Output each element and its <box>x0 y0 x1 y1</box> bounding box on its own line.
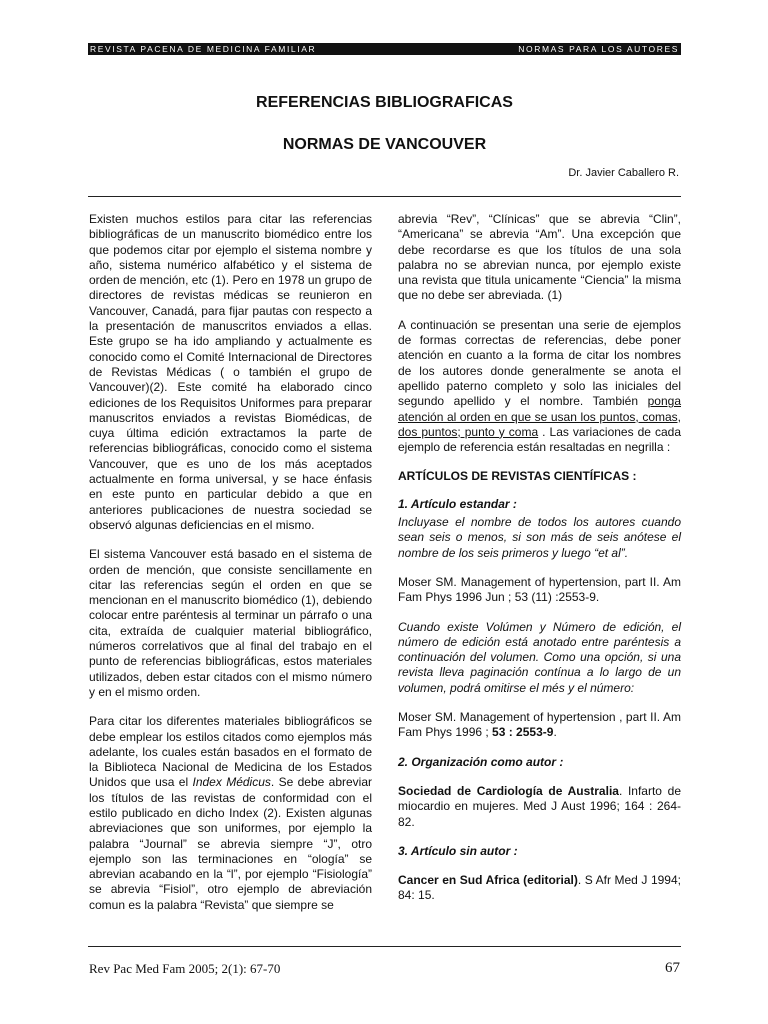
right-column <box>398 212 681 918</box>
example-note: Cuando existe Volúmen y Número de edición, el número de edición está anotado entre paréntesis a continuación del volumen. Como una opción, si una revista lleva paginación contínua a lo largo de un volumen, podrá omitirse el més y el número: <box>398 619 681 695</box>
paragraph: El sistema Vancouver está basado en el sistema de orden de mención, que consiste sencillamente en citar las referencias según el orden en que se mencionan en el manuscrito biomédico (1), debiendo colocar entre paréntesis al terminar un párrafo o una cita, extraída de cualquier material bibliográfico, números correlativos que al final del trabajo en el punto de referencias bibliográficas, estos materiales utilizados, deben estar citados con el mismo número y en el mismo orden. <box>89 547 372 699</box>
page-number: 67 <box>665 960 680 976</box>
running-header-bar <box>88 43 681 55</box>
index-medicus-term: Index Médicus <box>192 775 271 790</box>
example-title: 2. Organización como autor : <box>398 754 564 769</box>
reference-example: Moser SM. Management of hypertension, part II. Am Fam Phys 1996 Jun ; 53 (11) :2553-9. <box>398 574 681 605</box>
reference-example: Sociedad de Cardiología de Australia. Infarto de miocardio en mujeres. Med J Aust 1996; 164 : 264-82. <box>398 783 681 829</box>
section-name: NORMAS PARA LOS AUTORES <box>518 44 679 54</box>
reference-example: Cancer en Sud Africa (editorial). S Afr Med J 1994; 84: 15. <box>398 873 681 903</box>
header-divider <box>88 196 681 197</box>
reference-example: Moser SM. Management of hypertension , part II. Am Fam Phys 1996 ; 53 : 2553-9. <box>398 710 681 740</box>
paragraph: Existen muchos estilos para citar las referencias bibliográficas de un manuscrito biomédico entre los que podemos citar por ejemplo el sistema nombre y año, sistema numérico alfabético y el sistema de orden de mención, etc (1). Pero en 1978 un grupo de directores de revistas médicas se reunieron en Vancouver, Canadá, para fijar pautas con respecto a la presentación de manuscritos enviados a ellas. Este grupo se ha ido ampliando y actualmente es conocido como el Comité Internacional de Directores de Revistas Médicas ( o también el grupo de Vancouver)(2). Este comité ha elaborado cinco ediciones de los Requisitos Uniformes para preparar manuscritos enviados a revistas Biomédicas, de cuya última edición extractamos la parte de referencias bibliográficas, conocido como el sistema Vancouver, que es uno de los más aceptados actualmente en forma universal, y se hace énfasis en este punto en particular debido a que en anteriores publicaciones de nuestra sociedad se observó algunas deficiencias en el mismo. <box>89 212 372 532</box>
footer-divider <box>88 946 681 947</box>
footer-citation: Rev Pac Med Fam 2005; 2(1): 67-70 <box>89 961 281 976</box>
left-column <box>89 212 372 927</box>
author-name: Dr. Javier Caballero R. <box>568 167 679 179</box>
example-note: Incluyase el nombre de todos los autores cuando sean seis o menos, si son más de seis anótese el nombre de los seis primeros y luego “et al”. <box>398 515 681 560</box>
paragraph: Para citar los diferentes materiales bibliográficos se debe emplear los estilos citados como ejemplos más adelante, los cuales están basados en el formato de la Biblioteca Nacional de Medicina de los Estados Unidos que usa el Index Médicus. Se debe abreviar los títulos de las revistas de conformidad con el estilo publicado en dicho Index (2). Existen algunas abreviaciones que son uniformes, por ejemplo la palabra “Journal” se abrevia siempre “J”, otro ejemplo son las terminaciones en “ología” se abrevian acabando en la “l”, por ejemplo “Fisiología” se abrevia “Fisiol”, otro ejemplo de abreviación comun es la palabra “Revista” que siempre se <box>89 714 373 912</box>
article-subtitle: NORMAS DE VANCOUVER <box>282 136 487 153</box>
journal-name: REVISTA PACENA DE MEDICINA FAMILIAR <box>90 44 317 54</box>
example-title: 1. Artículo estandar : <box>398 496 517 511</box>
article-title: REFERENCIAS BIBLIOGRAFICAS <box>256 94 513 111</box>
paragraph: abrevia “Rev”, “Clínicas” que se abrevia “Clin”, “Americana” se abrevia “Am”. Una excepción que debe recordarse es que los títulos de una sola palabra no se abrevian nunca, por ejemplo existe una revista que titula unicamente “Ciencia” la misma que no debe ser abreviada. (1) <box>398 212 681 303</box>
example-title: 3. Artículo sin autor : <box>398 843 518 858</box>
paragraph: A continuación se presentan una serie de ejemplos de formas correctas de referencias, debe poner atención en cuanto a la forma de citar los nombres de los autores donde generalmente se anota el apellido paterno completo y solo las iniciales del segundo apellido y el nombre. También ponga atención al orden en que se usan los puntos, comas, dos puntos; punto y coma . Las variaciones de cada ejemplo de referencia están resaltadas en negrilla : <box>398 317 681 455</box>
underlined-text: ponga atención al orden en que se usan los puntos, comas, dos puntos; punto y coma <box>398 394 681 439</box>
section-heading: ARTÍCULOS DE REVISTAS CIENTÍFICAS : <box>398 469 637 484</box>
